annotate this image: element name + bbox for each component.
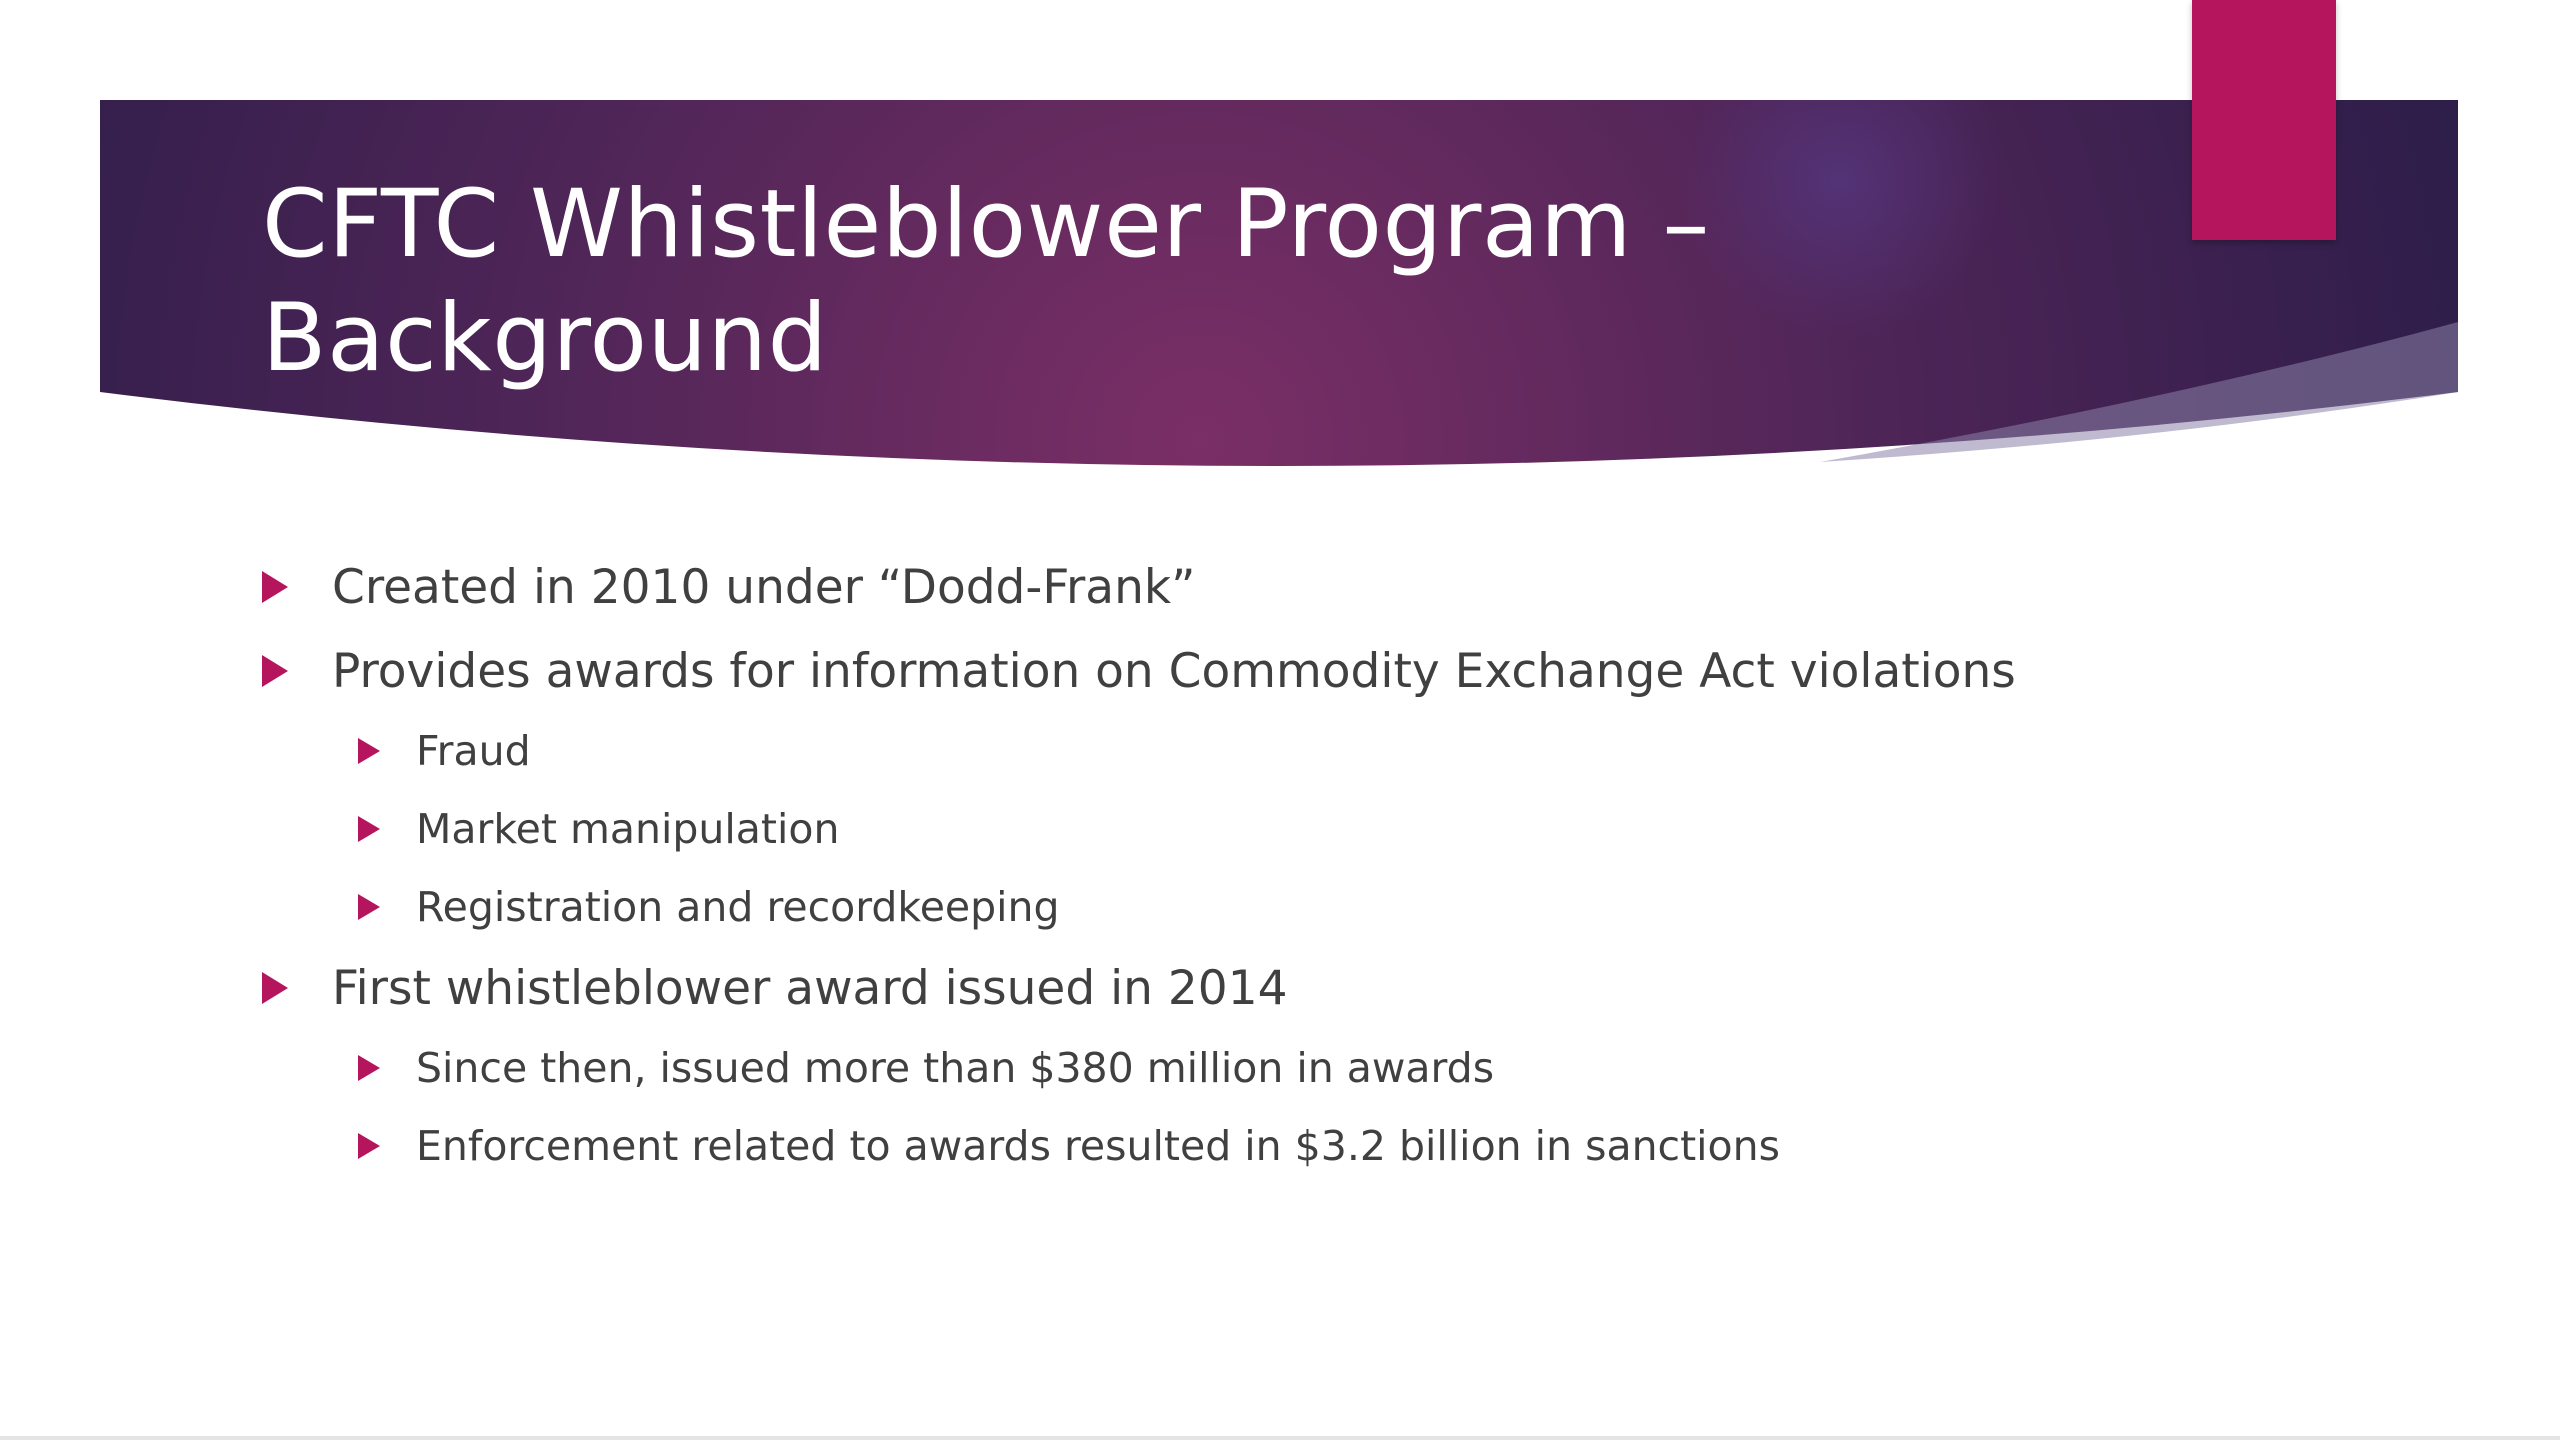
bullet-text: Provides awards for information on Commodity Exchange Act violations — [332, 643, 2016, 699]
slide-title-line-1: CFTC Whistleblower Program – — [262, 170, 1710, 279]
sub-bullet-item — [358, 1036, 1494, 1100]
triangle-right-icon — [262, 655, 288, 687]
triangle-right-icon — [358, 738, 380, 764]
sub-bullet-item — [358, 1114, 1780, 1178]
bottom-divider — [0, 1436, 2560, 1440]
sub-bullet-text: Since then, issued more than $380 million in awards — [416, 1044, 1495, 1092]
triangle-right-icon — [358, 816, 380, 842]
triangle-right-icon — [358, 894, 380, 920]
bullet-item — [262, 636, 2016, 706]
triangle-right-icon — [262, 972, 288, 1004]
bullet-text: First whistleblower award issued in 2014 — [332, 960, 1288, 1016]
bullet-text: Created in 2010 under “Dodd-Frank” — [332, 559, 1196, 615]
slide-title-line-2: Background — [262, 284, 828, 393]
sub-bullet-item — [358, 797, 839, 861]
sub-bullet-item — [358, 719, 531, 783]
sub-bullet-text: Fraud — [416, 727, 531, 775]
sub-bullet-text: Registration and recordkeeping — [416, 883, 1060, 931]
sub-bullet-text: Market manipulation — [416, 805, 840, 853]
triangle-right-icon — [358, 1133, 380, 1159]
triangle-right-icon — [262, 571, 288, 603]
bullet-item — [262, 953, 1288, 1023]
sub-bullet-text: Enforcement related to awards resulted in $3.2 billion in sanctions — [416, 1122, 1780, 1170]
bullet-item — [262, 552, 1195, 622]
triangle-right-icon — [358, 1055, 380, 1081]
sub-bullet-item — [358, 875, 1060, 939]
